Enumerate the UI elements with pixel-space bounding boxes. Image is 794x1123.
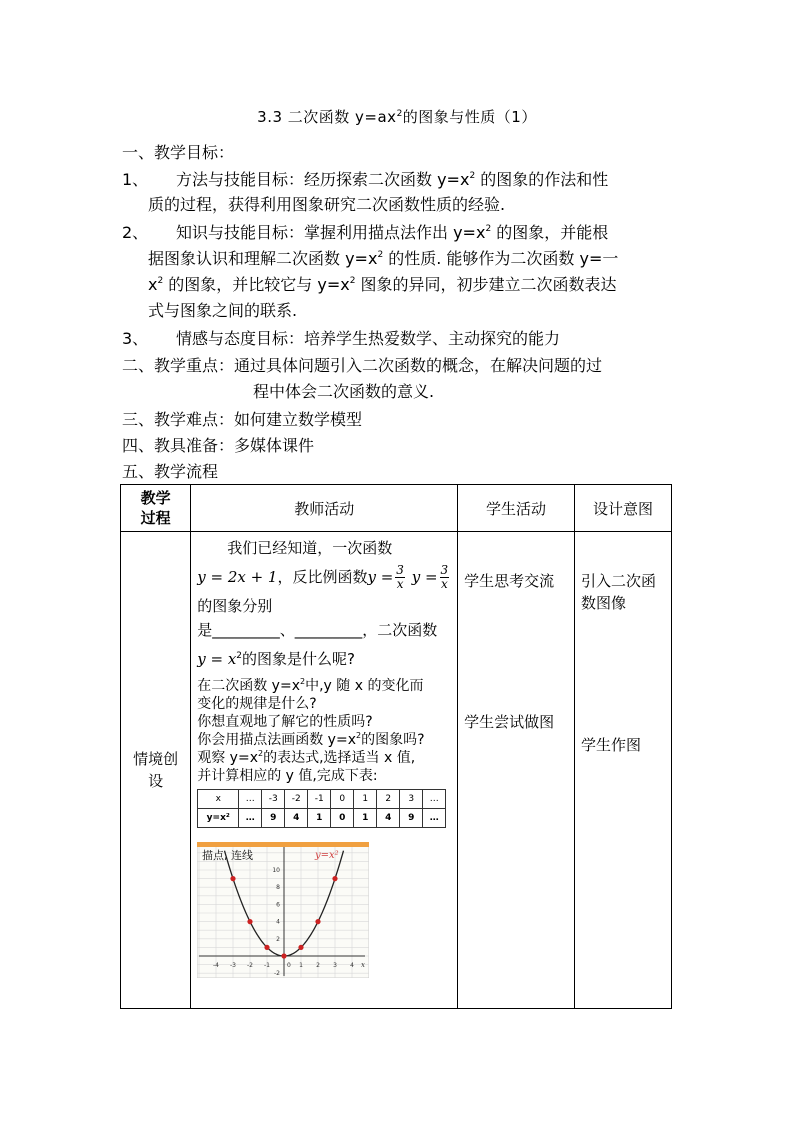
student-activity-1: 学生思考交流 — [464, 572, 555, 590]
xy-cell: -1 — [308, 790, 331, 809]
data-point — [265, 945, 270, 950]
xy-cell: 1 — [354, 809, 377, 828]
goal-3: 3、 情感与态度目标：培养学生热爱数学、主动探究的能力 — [122, 329, 561, 348]
lesson-flow-table — [120, 484, 672, 1009]
data-point — [282, 953, 287, 958]
section-objectives-heading: 一、教学目标： — [122, 143, 235, 162]
goal-2: 2、 知识与技能目标：掌握利用描点法作出 $y=x^2$ 的图象，并能根 — [122, 223, 609, 242]
xy-cell: 0 — [331, 809, 354, 828]
x-tick-label: -3 — [230, 962, 237, 969]
x-tick-label: -2 — [247, 962, 254, 969]
x-tick-label: -4 — [213, 962, 220, 969]
origin-label: 0 — [287, 962, 292, 969]
teacher-paragraph-2: 在二次函数 $y=x^2$中,y 随 x 的变化而 变化的规律是什么? 你想直观地了解它的性质吗? 你会用描点法画函数 $y=x^2$的图象吗? 观察 $y=x^2$的表达式,选择适当 x 值, 并计算相应的 y 值,完成下表: — [197, 677, 425, 784]
data-point — [333, 876, 338, 881]
section-tools: 四、教具准备：多媒体课件 — [122, 436, 315, 455]
page-title: 3.3 二次函数 $y=ax^2$的图象与性质（1） — [257, 108, 537, 126]
student-activity-cell — [458, 532, 575, 1009]
data-point — [231, 876, 236, 881]
xy-cell: … — [239, 809, 262, 828]
xy-row-x — [198, 790, 446, 809]
xy-value-table — [197, 789, 446, 828]
xy-cell: 1 — [308, 809, 331, 828]
goal-2-cont-1: 据图象认识和理解二次函数 $y=x^2$ 的性质. 能够作为二次函数 y=一 — [148, 249, 619, 268]
goal-1: 1、 方法与技能目标：经历探索二次函数 $y=x^2$ 的图象的作法和性 — [122, 170, 609, 189]
section-key-points-cont: 程中体会二次函数的意义. — [253, 382, 435, 401]
xy-cell: … — [239, 790, 262, 809]
xy-cell: … — [423, 809, 446, 828]
xy-cell: 1 — [354, 790, 377, 809]
intent-2: 学生作图 — [580, 736, 641, 754]
table-header-row — [121, 485, 672, 532]
x-tick-label: 3 — [333, 962, 338, 969]
xy-cell: 4 — [285, 809, 308, 828]
xy-cell: -3 — [262, 790, 285, 809]
x-tick-label: 1 — [299, 962, 304, 969]
goal-2-cont-3: 式与图象之间的联系. — [148, 301, 298, 320]
y-tick-label: 8 — [276, 884, 281, 892]
intent-cell — [574, 532, 671, 1009]
goal-1-cont: 质的过程，获得利用图象研究二次函数性质的经验. — [148, 195, 506, 214]
graph-title-label: 描点, 连线 — [202, 849, 254, 862]
curve-label: y=x² — [315, 850, 339, 861]
data-point — [299, 945, 304, 950]
section-difficulty: 三、教学难点：如何建立数学模型 — [122, 410, 363, 429]
teacher-line-2: y = 2x + 1，反比例函数y = $\frac{3}{x}$ y = $\frac{3}{x}$ — [197, 563, 449, 591]
y-tick-label: 6 — [276, 901, 281, 909]
xy-cell: 0 — [331, 790, 354, 809]
x-tick-label: -1 — [264, 962, 271, 969]
x-tick-label: 4 — [350, 962, 355, 969]
header-student: 学生活动 — [458, 485, 575, 532]
teacher-line-1: 我们已经知道，一次函数 — [227, 539, 393, 557]
xy-cell: y=x² — [198, 809, 239, 828]
data-point — [316, 919, 321, 924]
fraction-3-over-x: $\frac{3}{x}$ — [396, 563, 404, 591]
xy-row-y — [198, 809, 446, 828]
table-row — [121, 532, 672, 1009]
fraction-3-over-x-2: $\frac{3}{x}$ — [440, 563, 449, 591]
teacher-line-4: 是_________、_________，二次函数 — [197, 621, 438, 639]
section-key-points: 二、教学重点：通过具体问题引入二次函数的概念，在解决问题的过 — [122, 356, 603, 375]
goal-2-cont-2: $x^2$ 的图象，并比较它与 $y=x^2$ 图象的异同，初步建立二次函数表达 — [148, 275, 617, 294]
xy-cell: 4 — [377, 809, 400, 828]
parabola-graph — [197, 842, 369, 978]
xy-cell: 2 — [377, 790, 400, 809]
process-cell: 情境创 设 — [121, 532, 191, 1009]
xy-cell: x — [198, 790, 239, 809]
teacher-line-5: $y = x^2$的图象是什么呢? — [197, 650, 355, 668]
x-tick-label: 2 — [316, 962, 321, 969]
header-process: 教学 过程 — [121, 485, 191, 532]
teacher-activity-cell — [191, 532, 458, 1009]
graph-header-bar — [197, 842, 369, 847]
xy-cell: -2 — [285, 790, 308, 809]
xy-cell: 3 — [400, 790, 423, 809]
xy-cell: 9 — [262, 809, 285, 828]
data-point — [248, 919, 253, 924]
teacher-line-3: 的图象分别 — [197, 597, 273, 615]
header-intent: 设计意图 — [574, 485, 671, 532]
student-activity-2: 学生尝试做图 — [464, 713, 555, 731]
xy-cell: 9 — [400, 809, 423, 828]
y-tick-label: 2 — [276, 935, 281, 943]
y-tick-label: 10 — [272, 867, 281, 874]
intent-1: 引入二次函 数图像 — [580, 572, 656, 612]
section-flow-heading: 五、教学流程 — [122, 462, 219, 481]
header-teacher: 教师活动 — [191, 485, 458, 532]
x-axis-label: x — [361, 961, 366, 969]
y-tick-label: 4 — [276, 918, 281, 926]
xy-cell: … — [423, 790, 446, 809]
y-tick-label: -2 — [274, 970, 281, 978]
